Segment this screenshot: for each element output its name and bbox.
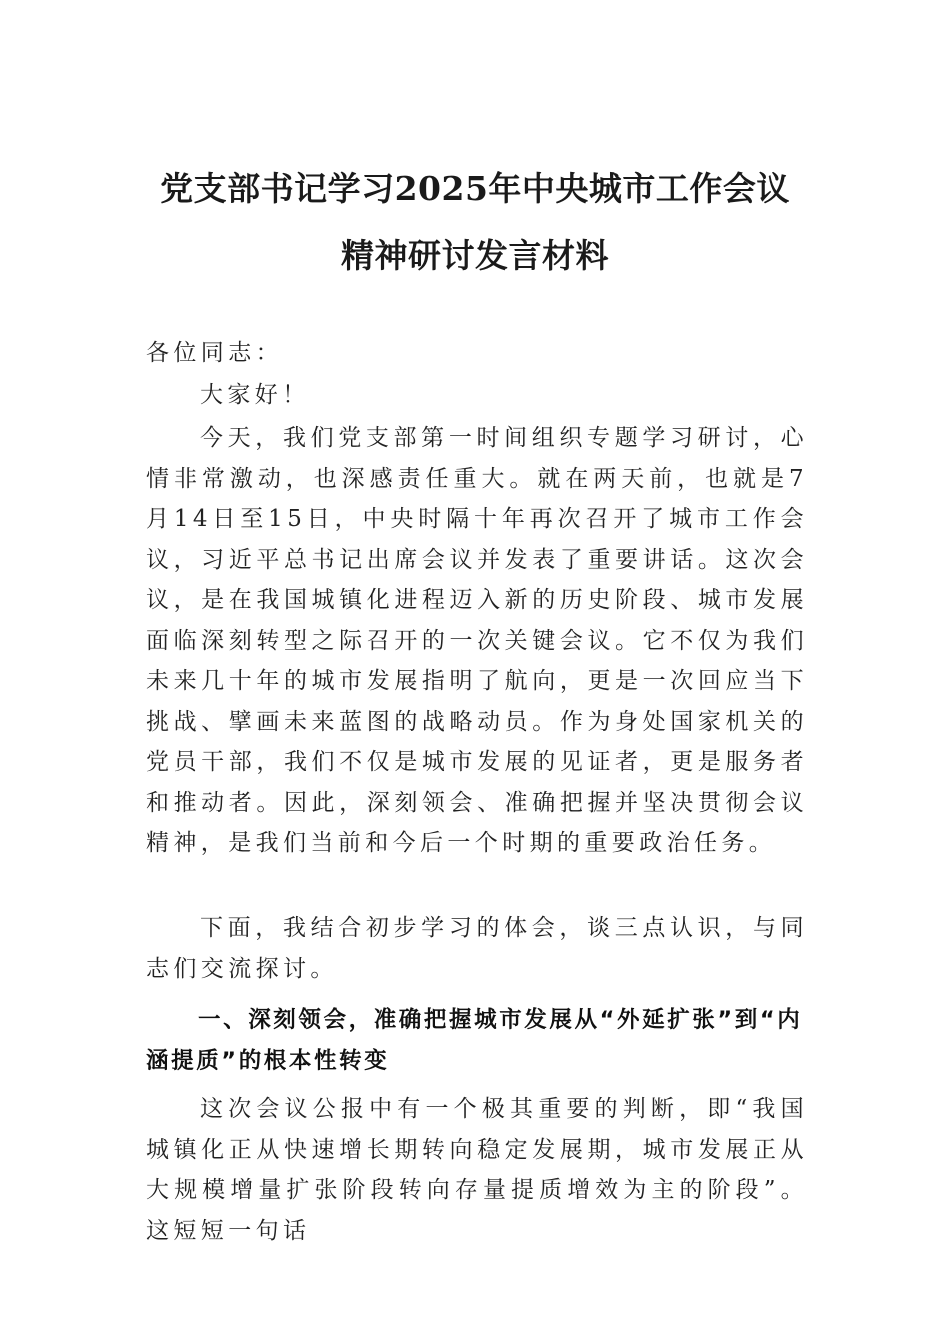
paragraph-2: 下面，我结合初步学习的体会，谈三点认识，与同志们交流探讨。 bbox=[146, 915, 808, 982]
paragraph-3: 这次会议公报中有一个极其重要的判断，即“我国城镇化正从快速增长期转向稳定发展期，城市发展正从大规模增量扩张阶段转向存量提质增效为主的阶段”。这短短一句话 bbox=[146, 1096, 808, 1244]
section-heading-1: 一、深刻领会，准确把握城市发展从“外延扩张”到“内涵提质”的根本性转变 bbox=[146, 1007, 803, 1074]
salutation: 各位同志： bbox=[146, 340, 283, 366]
document-title-line-1: 党支部书记学习2025年中央城市工作会议 bbox=[160, 169, 790, 208]
document-title-line-2: 精神研讨发言材料 bbox=[341, 236, 609, 275]
paragraph-1: 今天，我们党支部第一时间组织专题学习研讨，心情非常激动，也深感责任重大。就在两天前，也就是7月14日至15日，中央时隔十年再次召开了城市工作会议，习近平总书记出席会议并发表了重要讲话。这次会议，是在我国城镇化进程迈入新的历史阶段、城市发展面临深刻转型之际召开的一次关键会议。它不仅为我们未来几十年的城市发展指明了航向，更是一次回应当下挑战、擘画未来蓝图的战略动员。作为身处国家机关的党员干部，我们不仅是城市发展的见证者，更是服务者和推动者。因此，深刻领会、准确把握并坚决贯彻会议精神，是我们当前和今后一个时期的重要政治任务。 bbox=[146, 425, 808, 856]
greeting: 大家好！ bbox=[200, 382, 310, 408]
